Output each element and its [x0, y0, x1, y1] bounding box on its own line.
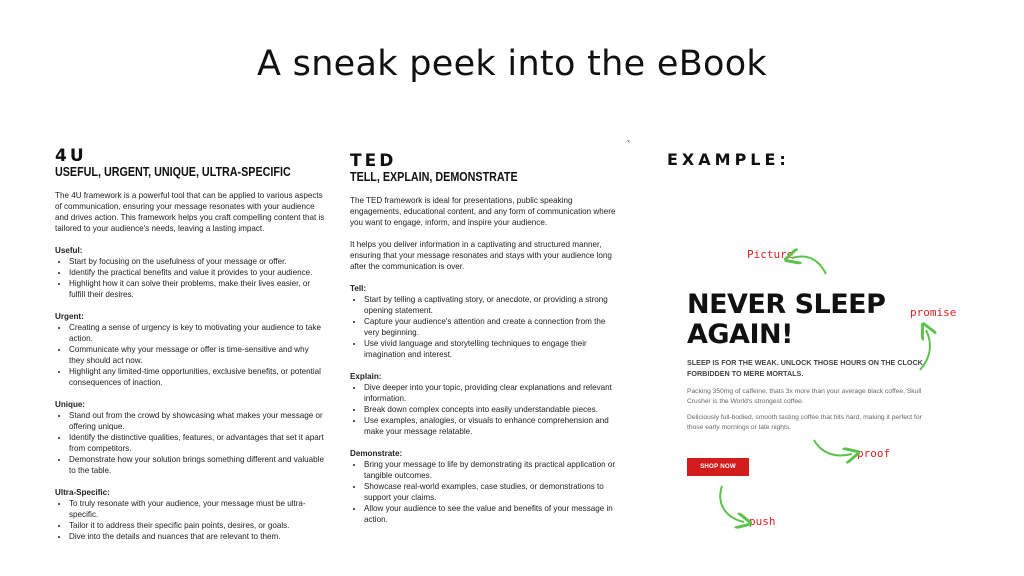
- list-item: • Showcase real-world examples, case studies, or demonstrations to support your claims.: [364, 481, 622, 503]
- arrow-proof: [814, 440, 852, 455]
- list-item: • To truly resonate with your audience, your message must be ultra-specific.: [69, 498, 325, 520]
- list-item: • Use vivid language and storytelling techniques to engage their imagination and interest.: [364, 338, 622, 360]
- ad-paragraph-2: Deliciously full-bodied, smooth tasting coffee that hits hard, making it perfect for those early mornings or late nights.: [687, 414, 922, 431]
- framework-ted-intro-2: It helps you deliver information in a captivating and structured manner, ensuring that your message resonates and stays with your audience long after the communication is over.: [350, 240, 612, 271]
- arrow-push: [720, 486, 744, 522]
- framework-4u-subheading: USEFUL, URGENT, UNIQUE, ULTRA-SPECIFIC: [55, 165, 291, 179]
- framework-4u-section-title: Ultra-Specific:: [55, 488, 110, 497]
- annotation-picture: Picture: [747, 248, 794, 261]
- framework-ted-heading: TED: [350, 151, 397, 171]
- annotation-promise: promise: [910, 306, 957, 319]
- framework-4u-section-title: Urgent:: [55, 312, 84, 321]
- framework-4u-intro: The 4U framework is a powerful tool that can be applied to various aspects of communication, ensuring your message resonates with your audience and drives action. This framework helps you craft compelling content that is tailored to your audience's needs, leaving a lasting impact.: [55, 191, 325, 233]
- list-item: • Creating a sense of urgency is key to motivating your audience to take action.: [69, 322, 325, 344]
- list-item: • Allow your audience to see the value and benefits of your message in action.: [364, 503, 622, 525]
- framework-ted-section-title: Demonstrate:: [350, 449, 403, 458]
- annotation-proof: proof: [857, 447, 891, 460]
- list-item: • Highlight any limited-time opportunities, exclusive benefits, or potential consequences of inaction.: [69, 366, 325, 388]
- list-item: • Dive into the details and nuances that are relevant to them.: [69, 531, 325, 542]
- list-item: • Bring your message to life by demonstrating its practical application or tangible outcomes.: [364, 459, 622, 481]
- list-item: • Start by focusing on the usefulness of your message or offer.: [69, 256, 325, 267]
- list-item: • Tailor it to address their specific pain points, desires, or goals.: [69, 520, 325, 531]
- list-item: • Communicate why your message or offer is time-sensitive and why they should act now.: [69, 344, 325, 366]
- arrow-picture: [792, 257, 826, 274]
- arrow-promise: [920, 330, 930, 370]
- framework-ted-section-title: Explain:: [350, 372, 382, 381]
- list-item: • Demonstrate how your solution brings something different and valuable to the table.: [69, 454, 325, 476]
- list-item: • Highlight how it can solve their problems, make their lives easier, or fulfill their desires.: [69, 278, 325, 300]
- list-item: • Use examples, analogies, or visuals to enhance comprehension and make your message relatable.: [364, 415, 622, 437]
- list-item: • Capture your audience's attention and create a connection from the very beginning.: [364, 316, 622, 338]
- framework-ted-section-title: Tell:: [350, 284, 367, 293]
- list-item: • Stand out from the crowd by showcasing what makes your message or offering unique.: [69, 410, 325, 432]
- framework-ted-intro-1: The TED framework is ideal for presentations, public speaking engagements, educational content, and any form of communication where you want to engage, inform, and inspire your audience.: [350, 196, 616, 227]
- list-item: • Identify the practical benefits and value it provides to your audience.: [69, 267, 325, 278]
- stray-tick-mark: `: [626, 139, 632, 153]
- ad-subheadline: SLEEP IS FOR THE WEAK. UNLOCK THOSE HOURS ON THE CLOCK FORBIDDEN TO MERE MORTALS.: [687, 358, 923, 378]
- ad-paragraph-1: Packing 350mg of caffeine, thats 3x more than your average black coffee, Skull Crusher is the World's strongest coffee.: [687, 388, 922, 405]
- annotation-push: push: [749, 515, 776, 528]
- slide-title: A sneak peek into the eBook: [256, 44, 767, 84]
- list-item: • Break down complex concepts into easily understandable pieces.: [364, 404, 622, 415]
- framework-4u-heading: 4U: [55, 146, 87, 166]
- example-label: EXAMPLE:: [667, 150, 790, 169]
- framework-ted-subheading: TELL, EXPLAIN, DEMONSTRATE: [350, 170, 518, 184]
- list-item: • Identify the distinctive qualities, features, or advantages that set it apart from competitors.: [69, 432, 325, 454]
- framework-4u-section-title: Unique:: [55, 400, 86, 409]
- list-item: • Dive deeper into your topic, providing clear explanations and relevant information.: [364, 382, 622, 404]
- ad-headline: NEVER SLEEP AGAIN!: [687, 289, 886, 350]
- framework-4u-section-title: Useful:: [55, 246, 83, 255]
- list-item: • Start by telling a captivating story, or anecdote, or providing a strong opening statement.: [364, 294, 622, 316]
- shop-now-button[interactable]: SHOP NOW: [687, 458, 749, 476]
